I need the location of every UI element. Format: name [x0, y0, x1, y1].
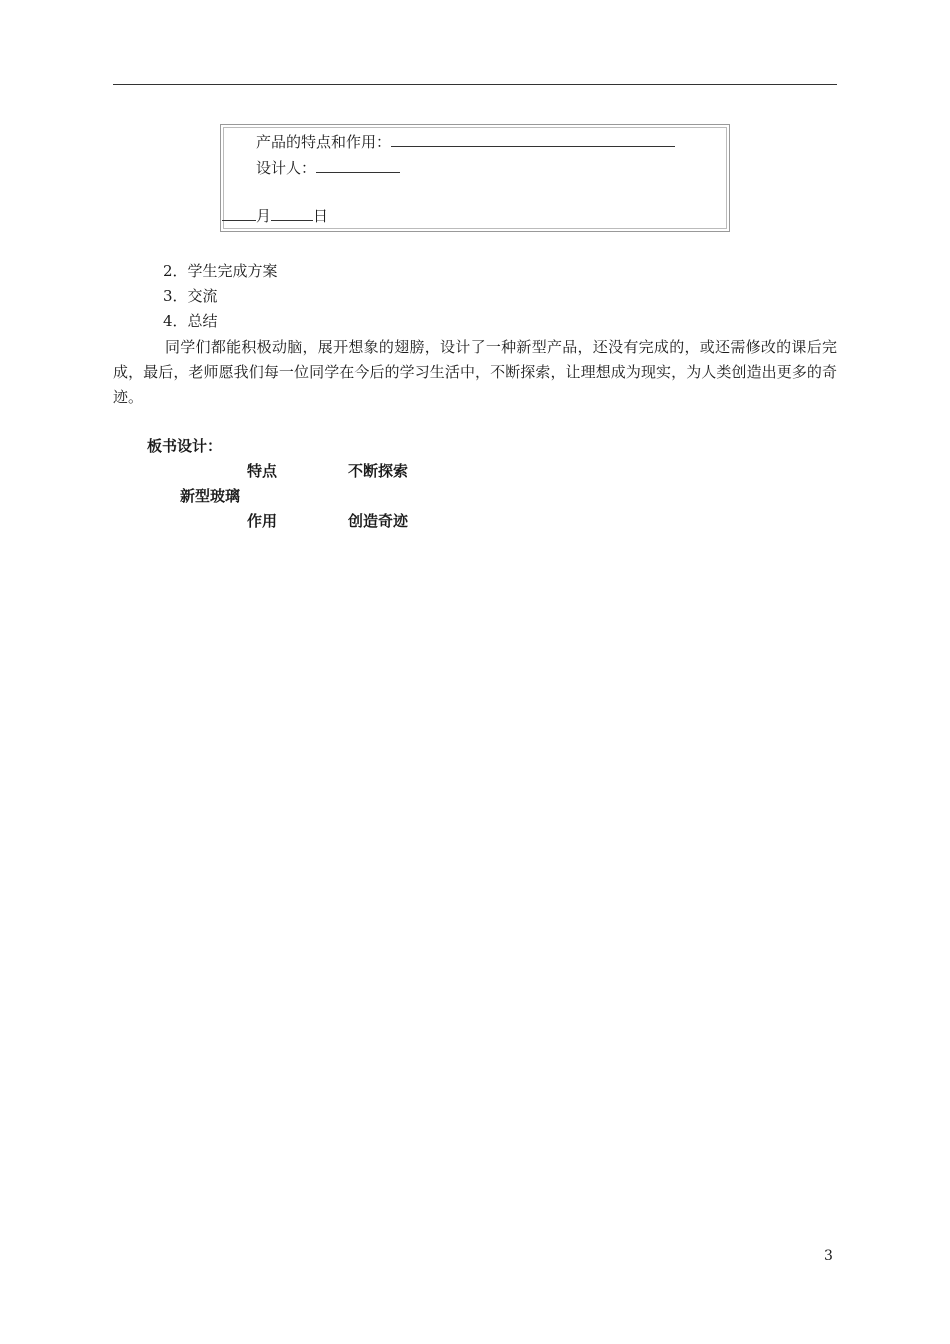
board-result-top: 不断探索	[348, 462, 409, 480]
month-label: 月	[256, 207, 272, 225]
designer-label: 设计人：	[256, 159, 317, 177]
board-center: 新型玻璃	[180, 487, 241, 505]
feature-line	[256, 131, 675, 152]
header-rule	[113, 84, 837, 85]
step-item: 2．学生完成方案	[163, 262, 278, 280]
day-blank	[271, 205, 313, 221]
month-blank	[222, 205, 256, 221]
designer-blank	[316, 157, 400, 173]
day-label: 日	[313, 207, 329, 225]
page-number: 3	[824, 1248, 833, 1264]
board-design-heading: 板书设计：	[147, 437, 223, 455]
board-result-bottom: 创造奇迹	[348, 512, 409, 530]
date-line	[222, 205, 328, 226]
step-item: 3．交流	[163, 287, 218, 305]
feature-label: 产品的特点和作用：	[256, 133, 392, 151]
step-item: 4．总结	[163, 312, 218, 330]
summary-text: 同学们都能积极动脑，展开想象的翅膀，设计了一种新型产品，还没有完成的，或还需修改的课后完成，最后，老师愿我们每一位同学在今后的学习生活中，不断探索，让理想成为现实，为人类创造出更多的奇迹。	[113, 338, 837, 406]
feature-blank	[391, 131, 675, 147]
board-branch-top: 特点	[247, 462, 278, 480]
board-branch-bottom: 作用	[247, 512, 278, 530]
summary-paragraph	[113, 335, 837, 410]
designer-line	[256, 157, 400, 178]
